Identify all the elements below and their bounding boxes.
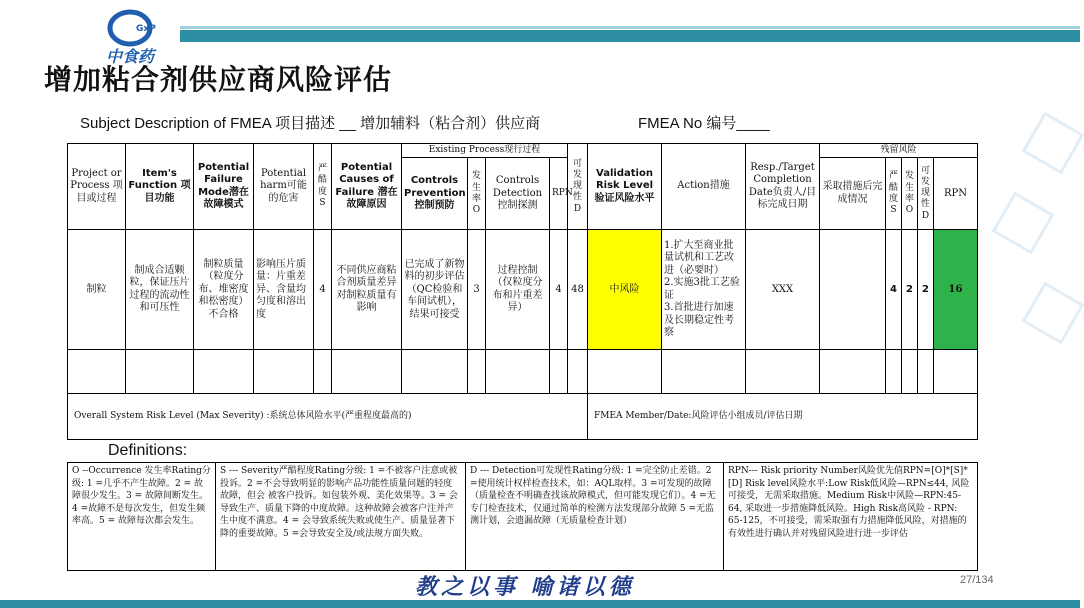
cell-taken (820, 230, 886, 350)
definition-occurrence: O --Occurrence 发生率Rating分级: 1 =几乎不产生故障。2 = 故障很少发生。3 = 故障间断发生。4 =故障不是每次发生，但发生频率高。5 = 故障每次都会发生。 (68, 463, 216, 571)
header-causes: Potential Causes of Failure 潜在故障原因 (332, 144, 402, 230)
header-rpn: RPN (550, 158, 568, 230)
header-resp: Resp./Target Completion Date负责人/目标完成日期 (746, 144, 820, 230)
cell-resp: XXX (746, 230, 820, 350)
header-taken: 采取措施后完成情况 (820, 158, 886, 230)
cell-failure-mode: 制粒质量（粒度分布、堆密度和松密度）不合格 (194, 230, 254, 350)
definition-rpn: RPN--- Risk priority Number风险优先值RPN=[O]*[S]*[D] Risk level风险水平:Low Risk低风险—RPN≤44, 风险可接受，无需采取措施。Medium Risk中风险—RPN:45-64, 采取进一步措施降低风险。High Risk高风险 - RPN: 65-125，不可接受，需采取强有力措施降低风险，对措施的有效性进行确认并对残留风险进行进一步评估 (724, 463, 978, 571)
footer-calligraphy: 教之以事 喻诸以德 (415, 574, 635, 600)
header-occurrence: 发生率O (468, 158, 486, 230)
cell-function: 制成合适颗粒，保证压片过程的流动性和可压性 (126, 230, 194, 350)
header-residual-d: 可发现性D (918, 158, 934, 230)
empty-cell (126, 350, 194, 394)
header-detection: Controls Detection 控制探测 (486, 158, 550, 230)
empty-cell (314, 350, 332, 394)
definitions-title: Definitions: (108, 442, 188, 459)
empty-cell (402, 350, 468, 394)
header-project: Project or Process 项目或过程 (68, 144, 126, 230)
empty-cell (254, 350, 314, 394)
definition-detection: D --- Detection可发现性Rating分级: 1 =完全防止差错。2 =使用统计权样检查技术，如：AQL取样。3 =可发现的故障（质量检查不明确查找该故障模式，但可能发现它们）。4 =无专门检查技术，仅通过简单的检测方法发现部分故障 5 =无监测计划，会遗漏故障（无质量检查计划） (466, 463, 724, 571)
header-existing-process: Existing Process现行过程 (402, 144, 568, 158)
empty-cell (746, 350, 820, 394)
overall-risk-level: Overall System Risk Level (Max Severity) :系统总体风险水平(严重程度最高的) (68, 394, 588, 440)
cell-validation-risk: 中风险 (588, 230, 662, 350)
empty-cell (820, 350, 886, 394)
page-title: 增加粘合剂供应商风险评估 (44, 63, 393, 96)
empty-cell (902, 350, 918, 394)
logo-text: 中食药 (106, 47, 155, 66)
cell-action: 1.扩大至商业批量试机和工艺改进（必要时） 2.实施3批工艺验证 3.首批进行加速及长期稳定性考察 (662, 230, 746, 350)
header-detectability: 可发现性D (568, 144, 588, 230)
header-prevention: Controls Prevention 控制预防 (402, 158, 468, 230)
empty-cell (468, 350, 486, 394)
header-validation: Validation Risk Level 验证风险水平 (588, 144, 662, 230)
subject-description: Subject Description of FMEA 项目描述 __ 增加辅料（粘合剂）供应商 (80, 115, 541, 132)
empty-cell (332, 350, 402, 394)
cell-occurrence: 3 (468, 230, 486, 350)
definition-severity: S --- Severity严酷程度Rating分级: 1 =不被客户注意或被投诉。2 =不会导致明显的影响产品功能性质量问题的轻度故障，但会 被客户投诉。如包装外观、美化效果等。3 = 会导致生产、质量下降的中度故障。这种故障会被客户注并产生中度不满意。4 = 会导致系统失败或使生产、质量显著下降的重要故障。5 =会导致安全及/或法规方面失败。 (216, 463, 466, 571)
cell-rpn: 48 (568, 230, 588, 350)
cell-residual-d: 2 (918, 230, 934, 350)
cell-causes: 不同供应商粘合剂质量差异对制粒质量有影响 (332, 230, 402, 350)
empty-cell (934, 350, 978, 394)
header-harm: Potential harm可能的危害 (254, 144, 314, 230)
fmea-number: FMEA No 编号____ (638, 115, 770, 132)
header-stripe (180, 30, 1080, 42)
header-residual-risk: 残留风险 (820, 144, 978, 158)
fmea-table (67, 143, 978, 440)
footer-stripe (0, 600, 1080, 608)
empty-cell (194, 350, 254, 394)
cell-prevention: 已完成了新物料的初步评估（QC检验和车间试机），结果可接受 (402, 230, 468, 350)
header-residual-rpn: RPN (934, 158, 978, 230)
hexagon-decoration (992, 192, 1055, 255)
cell-residual-rpn: 16 (934, 230, 978, 350)
empty-cell (550, 350, 568, 394)
hexagon-decoration (1022, 282, 1084, 345)
fmea-member-date: FMEA Member/Date:风险评估小组成员/评估日期 (588, 394, 978, 440)
hexagon-decoration (1022, 112, 1084, 175)
cell-residual-o: 2 (902, 230, 918, 350)
logo-gxp: GxP (136, 24, 156, 34)
header-action: Action措施 (662, 144, 746, 230)
empty-cell (588, 350, 662, 394)
empty-cell (568, 350, 588, 394)
empty-cell (886, 350, 902, 394)
header-residual-o: 发生率O (902, 158, 918, 230)
empty-cell (68, 350, 126, 394)
header-function: Item's Function 项目功能 (126, 144, 194, 230)
header-severity: 严酷度S (314, 144, 332, 230)
definitions-table (67, 462, 978, 571)
page-number: 27/134 (960, 574, 994, 586)
cell-project: 制粒 (68, 230, 126, 350)
cell-residual-s: 4 (886, 230, 902, 350)
empty-cell (918, 350, 934, 394)
cell-harm: 影响压片质量：片重差异、含量均匀度和溶出度 (254, 230, 314, 350)
header-residual-s: 严酷度S (886, 158, 902, 230)
empty-cell (662, 350, 746, 394)
cell-detectability: 4 (550, 230, 568, 350)
cell-severity: 4 (314, 230, 332, 350)
header-stripe-light (180, 26, 1080, 29)
cell-detection: 过程控制（仅粒度分布和片重差异） (486, 230, 550, 350)
empty-cell (486, 350, 550, 394)
header-failure-mode: Potential Failure Mode潜在故障模式 (194, 144, 254, 230)
